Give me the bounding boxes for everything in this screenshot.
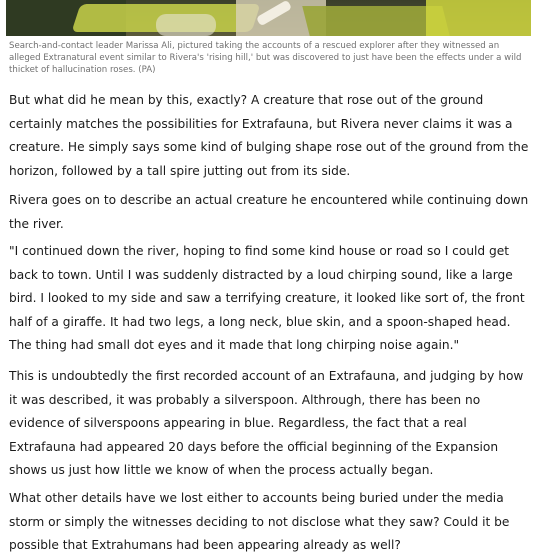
article-quote-paragraph: "I continued down the river, hoping to find some kind house or road so I could get back to town. Until I was suddenly distracted by a loud chirping sound, like a large bird. I looked to my side and saw a terrifying creature, it looked like sort of, the front half of a giraffe. It had two legs, a long neck, blue skin, and a spoon-shaped head. The thing had small dot eyes and it made that long chirping noise again." <box>9 244 525 352</box>
article-photo <box>6 0 531 36</box>
article-paragraph: But what did he mean by this, exactly? A creature that rose out of the ground certainly matches the possibilities for Extrafauna, but Rivera never claims it was a creature. He simply says some kind of bulging shape rose out of the ground from the horizon, followed by a tall spire jutting out from its side. <box>9 93 529 178</box>
photo-caption: Search-and-contact leader Marissa Ali, pictured taking the accounts of a rescued explorer after they witnessed an alleged Extranatural event similar to Rivera's 'rising hill,' but was discovered to just have been the effects under a wild thicket of hallucination roses. (PA) <box>9 41 522 76</box>
article-paragraph: What other details have we lost either to accounts being buried under the media storm or simply the witnesses deciding to not disclose what they saw? Could it be possible that Extrahumans had been appearing already as well? <box>9 491 510 552</box>
article-paragraph: Rivera goes on to describe an actual creature he encountered while continuing down the river. <box>9 193 529 231</box>
article-paragraph: This is undoubtedly the first recorded account of an Extrafauna, and judging by how it was described, it was probably a silverspoon. Althrough, there has been no evidence of silverspoons appearing in blue. Regardless, the fact that a real Extrafauna had appeared 20 days before the official beginning of the Expansion shows us just how little we know of when the process actually began. <box>9 369 524 477</box>
